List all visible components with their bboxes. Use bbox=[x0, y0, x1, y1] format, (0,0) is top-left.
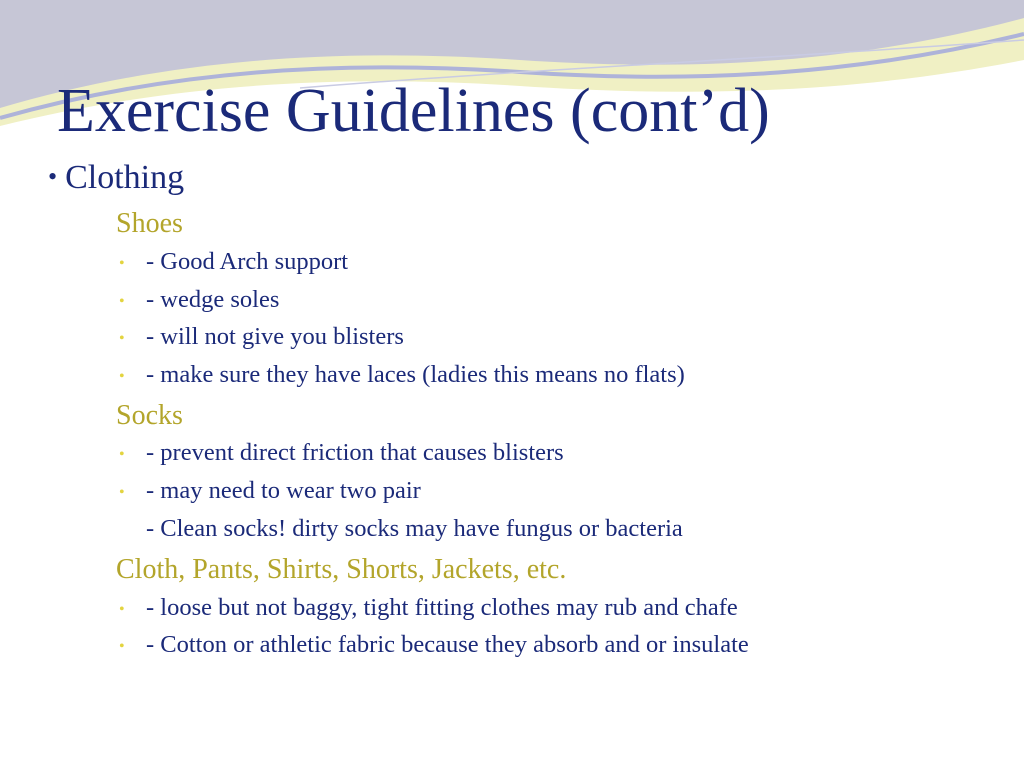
sub-bullet-icon: • bbox=[119, 601, 125, 618]
sub-bullet-icon: • bbox=[119, 484, 125, 501]
shoes-item: - Good Arch support bbox=[146, 248, 349, 275]
shoes-item: - wedge soles bbox=[146, 286, 280, 313]
sub-bullet-icon: • bbox=[119, 368, 125, 385]
slide-title: Exercise Guidelines (cont’d) bbox=[57, 77, 770, 145]
subheading-cloth: Cloth, Pants, Shirts, Shorts, Jackets, etc. bbox=[116, 554, 567, 585]
sub-bullet-icon: • bbox=[119, 293, 125, 310]
heading-label: Clothing bbox=[65, 159, 185, 196]
cloth-item: - loose but not baggy, tight fitting clothes may rub and chafe bbox=[146, 594, 738, 621]
shoes-item: - will not give you blisters bbox=[146, 323, 404, 350]
sub-bullet-icon: • bbox=[119, 330, 125, 347]
subheading-socks: Socks bbox=[116, 400, 183, 431]
heading-clothing bbox=[48, 161, 184, 195]
socks-item: - may need to wear two pair bbox=[146, 477, 421, 504]
main-bullet-icon: • bbox=[48, 162, 58, 191]
socks-item: - prevent direct friction that causes blisters bbox=[146, 439, 564, 466]
subheading-shoes: Shoes bbox=[116, 208, 183, 239]
sub-bullet-icon: • bbox=[119, 255, 125, 272]
cloth-item: - Cotton or athletic fabric because they absorb and or insulate bbox=[146, 631, 749, 658]
shoes-item: - make sure they have laces (ladies this means no flats) bbox=[146, 361, 685, 388]
sub-bullet-icon: • bbox=[119, 638, 125, 655]
sub-bullet-icon: • bbox=[119, 446, 125, 463]
socks-note: - Clean socks! dirty socks may have fungus or bacteria bbox=[146, 515, 683, 542]
